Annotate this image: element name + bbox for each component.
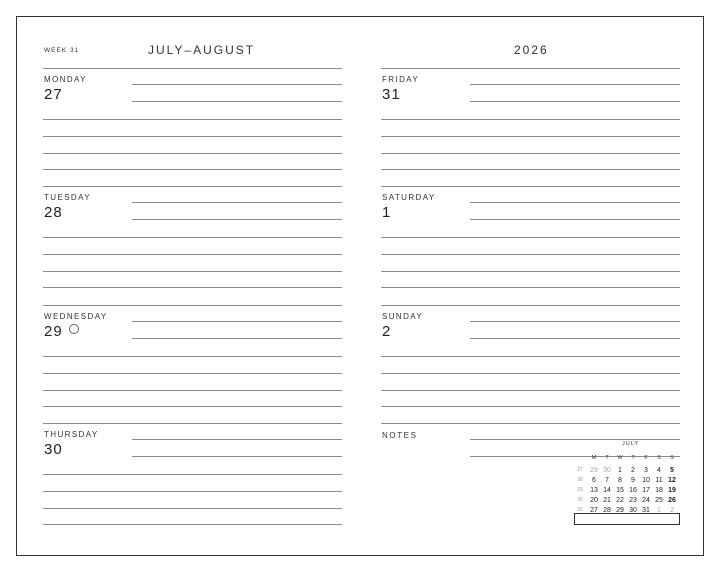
week-number-cell: 29 [577, 487, 583, 493]
mini-calendar-day: 5 [670, 467, 674, 474]
mini-calendar-day: 2 [670, 507, 674, 514]
mini-calendar-day: 11 [655, 477, 663, 484]
day-name-friday: FRIDAY [382, 75, 420, 84]
mini-calendar-day: 31 [642, 507, 650, 514]
week-number-cell: 30 [577, 497, 583, 503]
ruled-line [43, 423, 342, 424]
ruled-line [43, 524, 342, 525]
ruled-line [43, 390, 342, 391]
ruled-line [132, 321, 342, 322]
ruled-line [381, 423, 680, 424]
ruled-line [381, 356, 680, 357]
weekday-header: S [670, 455, 674, 461]
current-week-highlight [574, 513, 680, 525]
week-number-cell: 31 [577, 507, 583, 513]
mini-calendar-title: JULY [622, 441, 640, 447]
day-number-wednesday-text: 29 [44, 323, 63, 340]
day-name-monday: MONDAY [44, 75, 87, 84]
mini-calendar-day: 14 [603, 487, 611, 494]
ruled-line [132, 84, 342, 85]
ruled-line [43, 305, 342, 306]
month-range-title: JULY–AUGUST [148, 43, 256, 57]
day-name-tuesday: TUESDAY [44, 193, 91, 202]
ruled-line [43, 491, 342, 492]
mini-calendar-day: 7 [605, 477, 609, 484]
ruled-line [381, 68, 680, 69]
ruled-line [381, 186, 680, 187]
day-name-thursday: THURSDAY [44, 430, 99, 439]
ruled-line [381, 390, 680, 391]
ruled-line [470, 321, 680, 322]
ruled-line [381, 254, 680, 255]
ruled-line [381, 136, 680, 137]
mini-calendar-day: 15 [616, 487, 624, 494]
week-number-cell: 27 [577, 467, 583, 473]
weekday-header: T [631, 455, 635, 461]
ruled-line [470, 219, 680, 220]
mini-calendar-day: 10 [642, 477, 650, 484]
ruled-line [43, 406, 342, 407]
mini-calendar-day: 12 [668, 477, 676, 484]
mini-calendar-day: 29 [616, 507, 624, 514]
ruled-line [132, 456, 342, 457]
ruled-line [381, 373, 680, 374]
ruled-line [43, 169, 342, 170]
ruled-line [43, 186, 342, 187]
ruled-line [381, 305, 680, 306]
ruled-line [381, 119, 680, 120]
ruled-line [381, 153, 680, 154]
mini-calendar-week-row [574, 487, 682, 497]
mini-calendar-day: 6 [592, 477, 596, 484]
mini-calendar-day: 4 [657, 467, 661, 474]
ruled-line [381, 271, 680, 272]
ruled-line [470, 84, 680, 85]
week-number-cell: 28 [577, 477, 583, 483]
ruled-line [381, 406, 680, 407]
ruled-line [470, 101, 680, 102]
ruled-line [43, 271, 342, 272]
weekday-header: S [657, 455, 661, 461]
ruled-line [43, 237, 342, 238]
ruled-line [470, 338, 680, 339]
day-number-saturday: 1 [382, 204, 392, 221]
mini-calendar-day: 1 [618, 467, 622, 474]
mini-calendar-day: 25 [655, 497, 663, 504]
ruled-line [43, 254, 342, 255]
ruled-line [43, 508, 342, 509]
day-number-tuesday: 28 [44, 204, 63, 221]
mini-calendar-day: 1 [657, 507, 661, 514]
ruled-line [132, 101, 342, 102]
ruled-line [43, 356, 342, 357]
ruled-line [132, 439, 342, 440]
full-moon-icon [69, 324, 79, 334]
mini-calendar-day: 17 [642, 487, 650, 494]
week-number: WEEK 31 [44, 47, 80, 54]
ruled-line [132, 338, 342, 339]
ruled-line [43, 474, 342, 475]
mini-calendar-day: 27 [590, 507, 598, 514]
weekday-header: T [605, 455, 609, 461]
mini-calendar-day: 19 [668, 487, 676, 494]
weekday-header: W [617, 455, 623, 461]
mini-calendar-day: 13 [590, 487, 598, 494]
day-name-sunday: SUNDAY [382, 312, 424, 321]
mini-calendar-day: 22 [616, 497, 624, 504]
day-name-saturday: SATURDAY [382, 193, 436, 202]
mini-calendar-week-row [574, 477, 682, 487]
ruled-line [470, 439, 680, 440]
day-number-wednesday [44, 323, 79, 340]
mini-calendar-day: 16 [629, 487, 637, 494]
mini-calendar-header-row [574, 455, 682, 465]
mini-calendar-week-row [574, 467, 682, 477]
day-number-thursday: 30 [44, 441, 63, 458]
day-number-monday: 27 [44, 86, 63, 103]
ruled-line [43, 287, 342, 288]
mini-calendar-week-row [574, 497, 682, 507]
ruled-line [43, 136, 342, 137]
mini-calendar-day: 2 [631, 467, 635, 474]
mini-calendar-day: 23 [629, 497, 637, 504]
ruled-line [132, 219, 342, 220]
day-number-sunday: 2 [382, 323, 392, 340]
ruled-line [132, 202, 342, 203]
mini-calendar-day: 21 [603, 497, 611, 504]
mini-calendar-day: 3 [644, 467, 648, 474]
notes-label: NOTES [382, 431, 418, 440]
mini-calendar-day: 26 [668, 497, 676, 504]
mini-calendar-day: 30 [629, 507, 637, 514]
ruled-line [43, 373, 342, 374]
weekday-header: F [644, 455, 648, 461]
ruled-line [43, 153, 342, 154]
ruled-line [43, 119, 342, 120]
year-title: 2026 [514, 43, 549, 57]
day-name-wednesday: WEDNESDAY [44, 312, 108, 321]
mini-calendar-day: 8 [618, 477, 622, 484]
ruled-line [470, 202, 680, 203]
mini-calendar-day: 30 [603, 467, 611, 474]
mini-calendar-day: 29 [590, 467, 598, 474]
mini-calendar-day: 18 [655, 487, 663, 494]
ruled-line [381, 287, 680, 288]
ruled-line [381, 237, 680, 238]
weekday-header: M [591, 455, 597, 461]
mini-calendar-day: 24 [642, 497, 650, 504]
mini-calendar-day: 28 [603, 507, 611, 514]
day-number-friday: 31 [382, 86, 401, 103]
ruled-line [43, 68, 342, 69]
mini-calendar-day: 9 [631, 477, 635, 484]
ruled-line [381, 169, 680, 170]
mini-calendar-day: 20 [590, 497, 598, 504]
